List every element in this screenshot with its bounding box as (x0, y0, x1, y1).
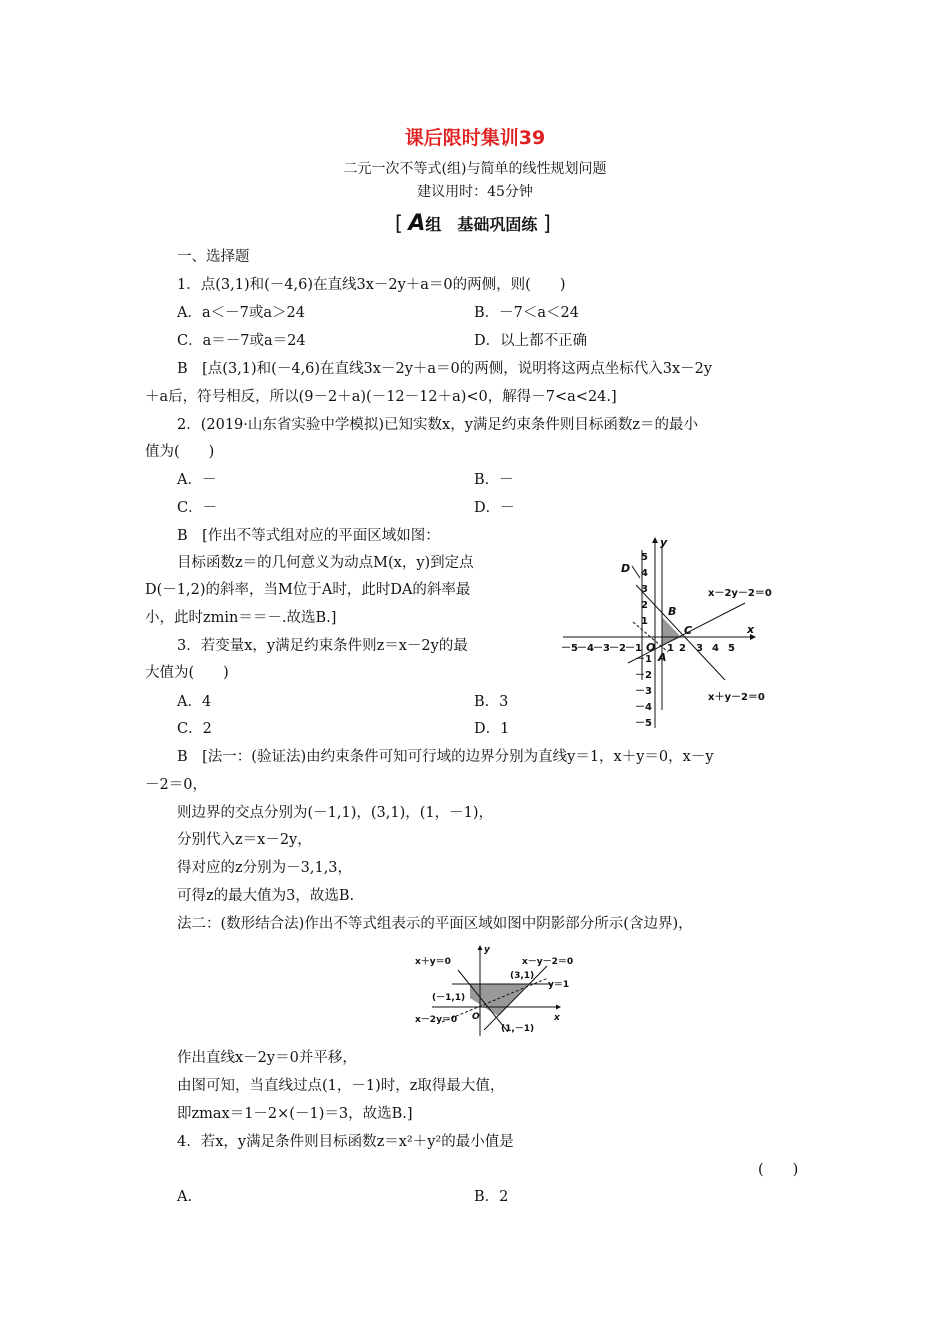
label-x-y-2: x－y－2＝0 (522, 957, 574, 967)
q1-answer-line2: ＋a后，符号相反，所以(9－2＋a)(－12－12＋a)<0，解得－7<a<24.] (145, 389, 617, 405)
x-tick-1: 1 (667, 643, 674, 654)
q3-stem-line2: 大值为( ) (145, 665, 229, 681)
y-tick-2: 2 (641, 600, 648, 611)
q2-option-c: C．－ (177, 500, 218, 516)
line-D-left (632, 566, 640, 578)
figure-feasible-region-graph (412, 940, 587, 1040)
q3-option-b: B．3 (474, 694, 509, 710)
group-label: 组 基础巩固练 (425, 215, 538, 234)
q1-option-d: D．以上都不正确 (474, 333, 588, 349)
q1-option-a: A．a＜－7或a＞24 (177, 305, 305, 321)
q4-option-a: A. (177, 1189, 193, 1205)
q3-answer-line5: 得对应的z分别为－3,1,3， (177, 860, 353, 876)
bracket-open: [ (395, 211, 403, 235)
figure-linear-programming-graph (555, 530, 800, 735)
q3-answer-line8: 作出直线x－2y＝0并平移， (177, 1050, 357, 1066)
x-tick-3: 3 (696, 643, 703, 654)
x-tick-4: 4 (712, 643, 719, 654)
q2-option-b: B．－ (474, 472, 514, 488)
bracket-close: ] (543, 211, 551, 235)
y-tick-3: 3 (641, 584, 648, 595)
point-D-label: D (621, 562, 631, 575)
y-tick-1: 1 (641, 616, 648, 627)
section-title: 一、选择题 (177, 249, 250, 265)
x-tick-5: 5 (728, 643, 735, 654)
q3-answer-line4: 分别代入z＝x－2y， (177, 832, 312, 848)
group-letter: A (408, 211, 426, 236)
page-title: 课后限时集训39 (404, 127, 546, 149)
y-tick-m1: －1 (635, 654, 652, 665)
label-x-2y0: x－2y＝0 (415, 1015, 458, 1025)
q2-answer-line2: 目标函数z＝的几何意义为动点M(x，y)到定点 (177, 555, 474, 571)
q3-option-d: D．1 (474, 721, 510, 737)
axis-x-label: x (747, 623, 755, 636)
x-tick-m5: －5 (561, 643, 578, 654)
feasible-region (662, 617, 681, 646)
axis-y2-label: y (484, 945, 490, 955)
y-tick-4: 4 (641, 568, 648, 579)
y-tick-m3: －3 (635, 686, 652, 697)
origin2-label: O (472, 1012, 480, 1022)
x-tick-m3: －3 (593, 643, 610, 654)
q1-stem: 1．点(3,1)和(－4,6)在直线3x－2y＋a＝0的两侧，则( ) (177, 277, 566, 293)
group-banner (395, 211, 551, 236)
y-tick-5: 5 (641, 552, 648, 563)
point-3-1-label: (3,1) (510, 971, 535, 981)
line2-label: x＋y－2＝0 (708, 692, 765, 703)
point-A-label: A (658, 651, 667, 664)
axis-y-label: y (660, 536, 668, 549)
point-m1-1-label: (－1,1) (432, 993, 466, 1003)
q2-stem-line2: 值为( ) (145, 444, 215, 460)
q1-option-c: C．a＝－7或a＝24 (177, 333, 306, 349)
q3-answer-line7: 法二：(数形结合法)作出不等式组表示的平面区域如图中阴影部分所示(含边界)， (177, 916, 693, 932)
line1-label: x－2y－2＝0 (708, 588, 772, 599)
q3-answer-line3: 则边界的交点分别为(－1,1)，(3,1)，(1，－1)， (177, 805, 494, 821)
q2-stem-line1: 2．(2019·山东省实验中学模拟)已知实数x，y满足约束条件则目标函数z＝的最小 (177, 417, 699, 433)
x-tick-m1: －1 (625, 643, 642, 654)
time-hint: 建议用时：45分钟 (417, 184, 533, 200)
q1-option-b: B．－7＜a＜24 (474, 305, 579, 321)
q3-option-a: A．4 (177, 694, 212, 710)
point-1-m1-label: (1,－1) (501, 1024, 535, 1034)
point-B-label: B (668, 605, 677, 618)
q1-answer-line1: B [点(3,1)和(－4,6)在直线3x－2y＋a＝0的两侧，说明将这两点坐标代入3x－2y (177, 361, 713, 377)
q4-answer-paren: ( ) (758, 1162, 799, 1178)
q2-answer-line3: D(－1,2)的斜率，当M位于A时，此时DA的斜率最 (145, 582, 471, 598)
x-tick-2: 2 (679, 643, 686, 654)
q3-option-c: C．2 (177, 721, 212, 737)
label-y1: y＝1 (548, 980, 570, 990)
x-tick-m4: －4 (577, 643, 594, 654)
q4-stem: 4．若x，y满足条件则目标函数z＝x²＋y²的最小值是 (177, 1134, 514, 1150)
q2-option-d: D．－ (474, 500, 515, 516)
line-x+y-2 (636, 585, 725, 680)
q3-answer-line6: 可得z的最大值为3，故选B. (177, 888, 355, 904)
q2-answer-line1: B [作出不等式组对应的平面区域如图： (177, 528, 440, 544)
y-tick-m2: －2 (635, 670, 652, 681)
y-tick-m4: －4 (635, 702, 652, 713)
q3-answer-line10: 即zmax＝1－2×(－1)＝3，故选B.] (177, 1106, 413, 1122)
q3-answer-line1: B [法一：(验证法)由约束条件可知可行域的边界分别为直线y＝1，x＋y＝0，x－y (177, 749, 714, 765)
origin-label: O (646, 641, 656, 654)
q3-stem-line1: 3．若变量x，y满足约束条件则z＝x－2y的最 (177, 638, 468, 654)
label-x+y0: x＋y＝0 (415, 957, 451, 967)
x-tick-m2: －2 (609, 643, 626, 654)
q4-option-b: B．2 (474, 1189, 509, 1205)
point-C-label: C (684, 624, 693, 637)
page-subtitle: 二元一次不等式(组)与简单的线性规划问题 (343, 161, 607, 177)
q3-answer-line2: －2＝0， (145, 777, 207, 793)
q2-option-a: A．－ (177, 472, 217, 488)
axis-x2-label: x (554, 1013, 560, 1023)
q2-answer-line4: 小，此时zmin＝＝－.故选B.] (145, 610, 337, 626)
q3-answer-line9: 由图可知，当直线过点(1，－1)时，z取得最大值， (177, 1078, 505, 1094)
y-tick-m5: －5 (635, 718, 652, 729)
